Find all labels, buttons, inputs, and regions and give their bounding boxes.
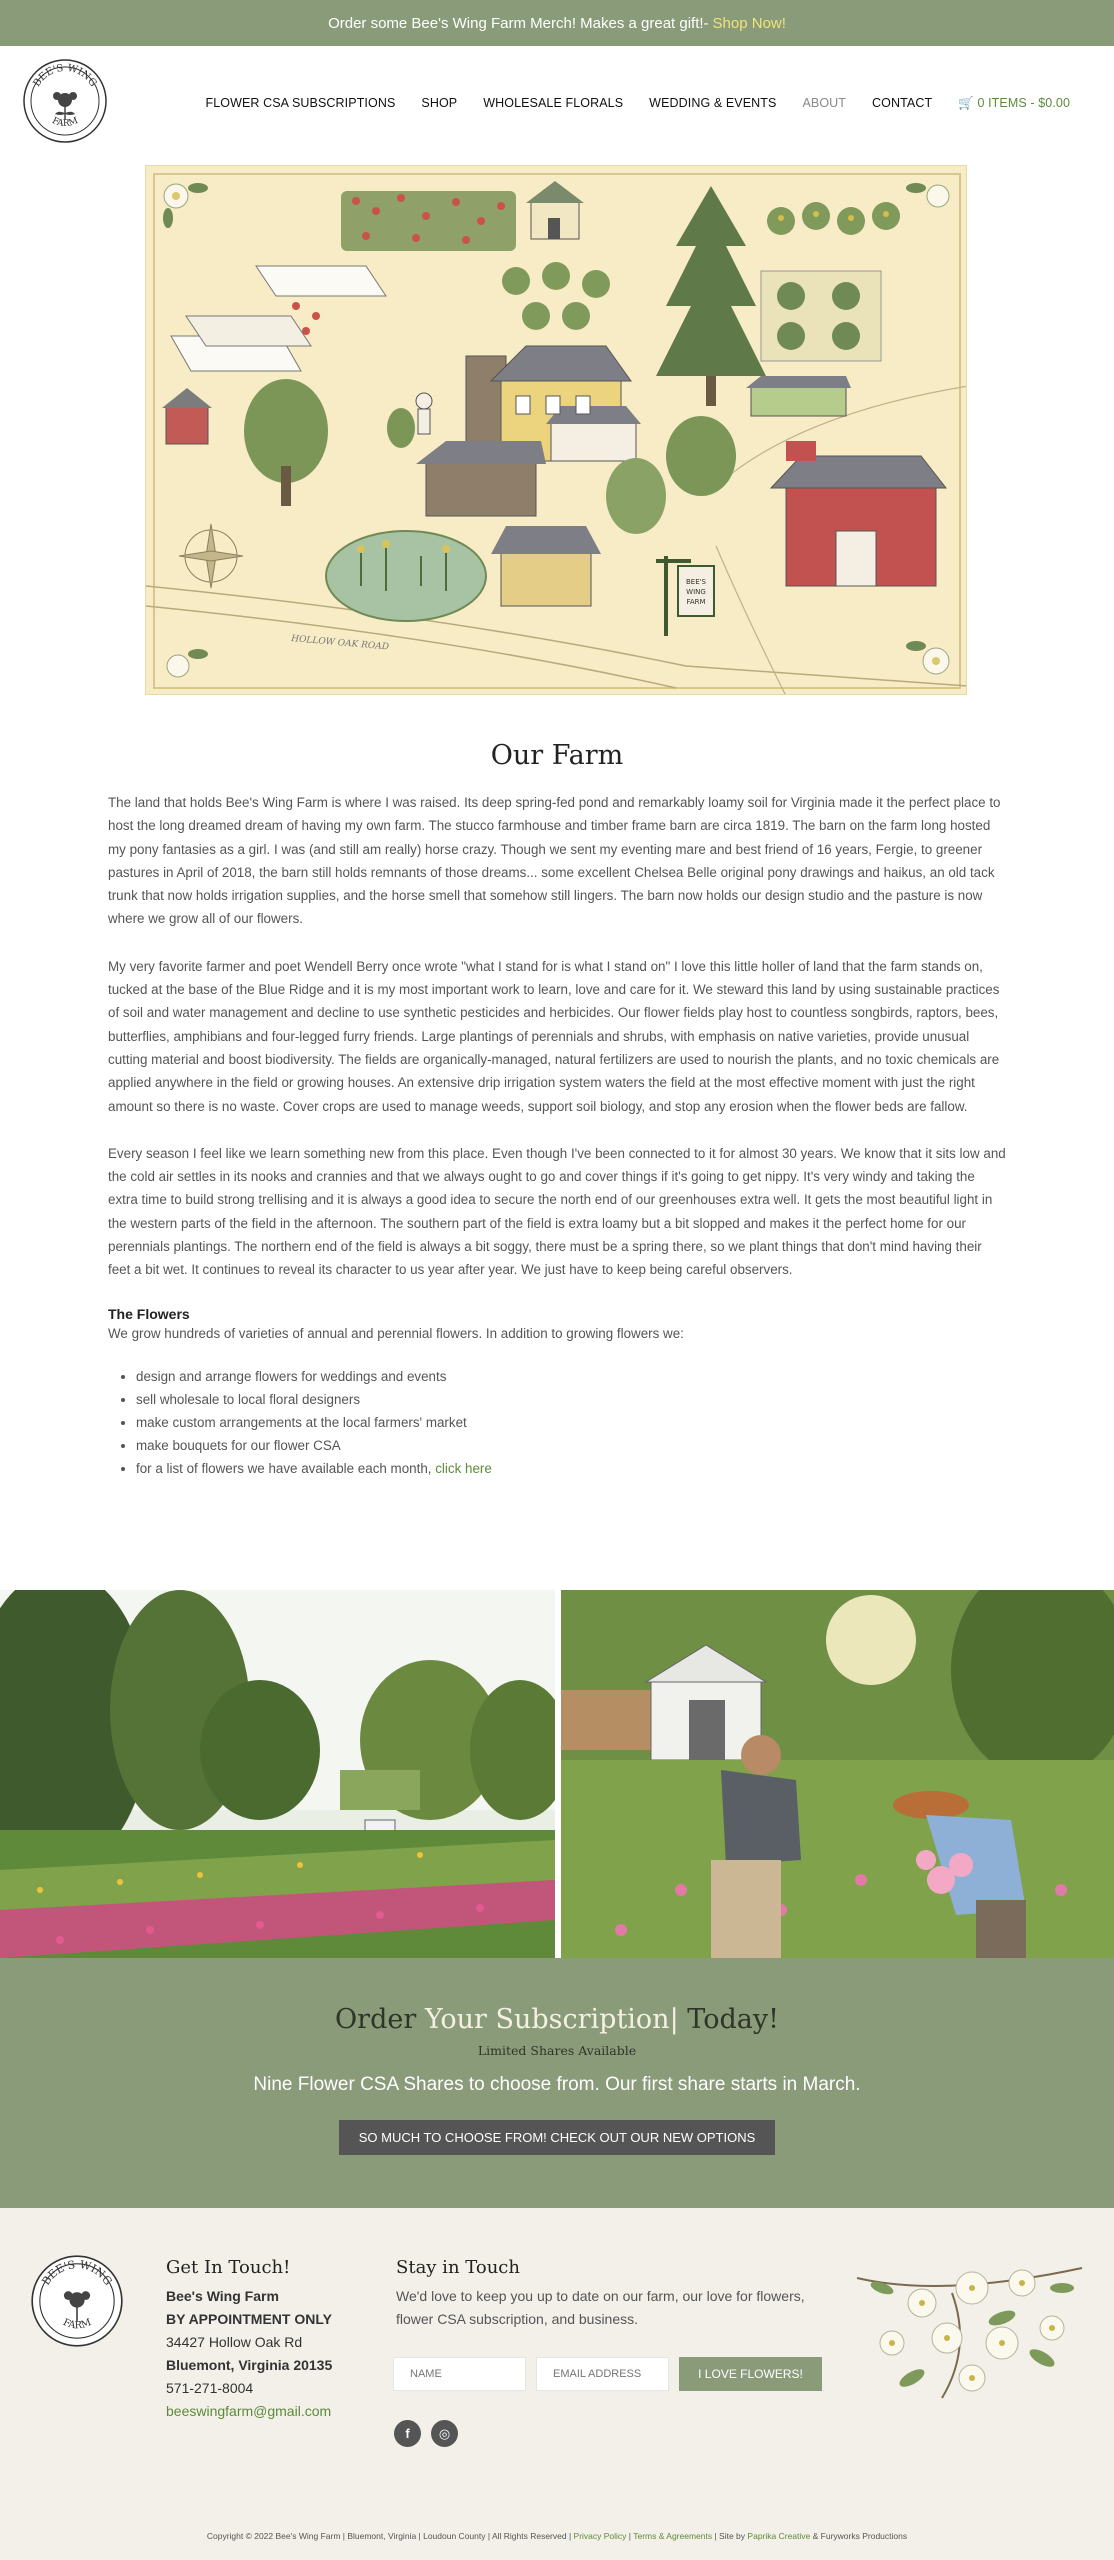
farm-sign xyxy=(656,556,714,636)
email-input[interactable] xyxy=(536,2357,669,2391)
paragraph-1: The land that holds Bee's Wing Farm is where I was raised. Its deep spring-fed pond and remarkably loamy soil for Virginia made it the perfect place to host the long dreamed dream of having my own farm. The stucco farmhouse and timber frame barn are circa 1819. The barn on the farm long hosted my pony fantasies as a girl. I was (and still am really) horse crazy. Though we sent my eventing mare and best friend of 16 years, Fergie, to greener pastures in April of 2018, the barn still holds remnants of those dreams... some excellent Chelsea Belle original pony drawings and haikus, an old tack trunk that now holds irrigation supplies, and the horse smell that somehow still lingers. The barn now holds our design studio and the pasture is now where we grow all of our flowers. xyxy=(108,795,1001,927)
page-title: Our Farm xyxy=(490,740,624,771)
social-links xyxy=(394,2420,458,2447)
site-footer xyxy=(0,2208,1114,2560)
nav-shop[interactable]: SHOP xyxy=(421,96,458,110)
farm-name: Bee's Wing Farm xyxy=(166,2288,279,2304)
services-list xyxy=(136,1365,1006,1480)
cta-limited: Limited Shares Available xyxy=(477,2043,637,2058)
paprika-link[interactable]: Paprika Creative xyxy=(747,2531,811,2541)
facebook-icon[interactable]: f xyxy=(394,2420,421,2447)
address-line-1: 34427 Hollow Oak Rd xyxy=(166,2334,303,2350)
road-label: HOLLOW OAK ROAD xyxy=(290,634,390,653)
farm-logo[interactable] xyxy=(22,58,108,144)
cta-title-cursor: | xyxy=(669,2004,679,2035)
contact-heading: Get In Touch! xyxy=(166,2257,291,2278)
site-header xyxy=(0,46,1114,162)
cta-subtitle: Nine Flower CSA Shares to choose from. Our first share starts in March. xyxy=(253,2074,861,2095)
name-input[interactable] xyxy=(393,2357,526,2391)
farmers-harvesting-photo xyxy=(561,1590,1114,1958)
paragraph-2: My very favorite farmer and poet Wendell Berry once wrote "what I stand for is what I stand on" I love this little holler of land that the farm stands on, tucked at the base of the Blue Ridge and it is my most important work to learn, love and care for it. We steward this land by using sustainable practices of soil and water management and decline to use synthetic pesticides and herbicides. Our flower fields play host to countless songbirds, raptors, bees, butterflies, amphibians and four-legged furry friends. Large plantings of perennials and shrubs, with emphasis on native varieties, provide unusual cutting material and boost biodiversity. The fields are organically-managed, natural fertilizers are used to nourish the plants, and no toxic chemicals are applied anywhere in the field or growing houses. An extensive drip irrigation system waters the field at the most effective moment with just the right amount so there is no waste. Cover crops are used to manage weeds, support soil biology, and stop any erosion when the flower beds are fallow. xyxy=(108,958,1000,1114)
instagram-icon[interactable]: ◎ xyxy=(431,2420,458,2447)
flower-list-link[interactable]: click here xyxy=(435,1460,492,1476)
shop-now-link[interactable]: Shop Now! xyxy=(712,14,786,32)
email-link[interactable]: beeswingfarm@gmail.com xyxy=(166,2403,332,2419)
list-item: • sell wholesale to local floral designers xyxy=(136,1388,1006,1411)
contact-block xyxy=(166,2256,386,2423)
list-item-text: for a list of flowers we have available each month, xyxy=(136,1460,432,1476)
cta-title xyxy=(0,2004,1114,2035)
footer-logo-text-bottom: FARM xyxy=(61,2317,93,2332)
newsletter-block xyxy=(396,2256,836,2331)
terms-link[interactable]: Terms & Agreements xyxy=(633,2531,713,2541)
footer-logo-text-top: BEE'S WING xyxy=(39,2258,115,2288)
cart-link[interactable] xyxy=(958,96,1070,111)
furyworks-text: & Furyworks Productions xyxy=(812,2531,908,2541)
cta-title-today: Today! xyxy=(687,2004,779,2035)
flowers-heading: The Flowers xyxy=(108,1305,190,1322)
logo-text-top: BEE'S WING xyxy=(31,62,99,89)
footer-logo[interactable] xyxy=(30,2254,124,2348)
flowers-intro: We grow hundreds of varieties of annual and perennial flowers. In addition to growing flowers we: xyxy=(108,1325,684,1341)
flower-field-photo xyxy=(0,1590,555,1958)
promo-text: Order some Bee's Wing Farm Merch! Makes a great gift!- xyxy=(328,14,709,32)
list-item xyxy=(136,1457,1006,1480)
copyright-text: Copyright © 2022 Bee's Wing Farm | Bluemont, Virginia | Loudoun County | All Rights Reserved | xyxy=(206,2531,572,2541)
photo-row xyxy=(0,1590,1114,1958)
sign-line-2: WING xyxy=(686,588,706,596)
cta-title-order: Order xyxy=(335,2004,417,2035)
main-nav xyxy=(179,96,1070,111)
cart-summary: 0 ITEMS - $0.00 xyxy=(977,96,1070,110)
cta-title-highlight: Your Subscription xyxy=(424,2004,670,2035)
newsletter-form xyxy=(393,2357,822,2391)
copyright-bar: Copyright © 2022 Bee's Wing Farm | Bluemont, Virginia | Loudoun County | All Rights Reserved | Privacy Policy | Terms & Agreements | Site by Paprika Creative & Furyworks Productions xyxy=(206,2531,908,2541)
paragraph-3: Every season I feel like we learn something new from this place. Even though I've been connected to it for almost 30 years. We know that it sits low and the cold air settles in its nooks and crannies and that we always ought to go and cover things if it's going to get nippy. It's very windy and taking the extra time to build strong trellising and it is always a good idea to secure the north end of our greenhouses extra well. It gets the most beautiful light in the western parts of the field in the afternoon. The southern part of the field is extra loamy but a bit slopped and makes it the perfect home for our perennials plantings. The northern end of the field is always a bit soggy, there must be a spring there, so we plant things that don't mind having their feet a bit wet. It continues to reveal its character to us year after year. We just have to keep being careful observers. xyxy=(108,1145,1006,1278)
list-item: • make bouquets for our flower CSA xyxy=(136,1434,1006,1457)
corner-blossom-tl xyxy=(163,183,208,228)
nav-wedding-events[interactable]: WEDDING & EVENTS xyxy=(649,96,777,110)
nav-wholesale[interactable]: WHOLESALE FLORALS xyxy=(483,96,624,110)
list-item: • design and arrange flowers for weddings and events xyxy=(136,1365,1006,1388)
compass-rose xyxy=(179,524,243,588)
subscribe-button[interactable]: I LOVE FLOWERS! xyxy=(679,2357,822,2391)
logo-text-bottom: FARM xyxy=(50,115,80,130)
promo-banner xyxy=(0,0,1114,46)
address-line-2: Bluemont, Virginia 20135 xyxy=(166,2357,333,2373)
newsletter-text: We'd love to keep you up to date on our farm, our love for flowers, flower CSA subscription, and business. xyxy=(396,2288,805,2327)
site-by-text: | Site by xyxy=(714,2531,746,2541)
farm-map-illustration xyxy=(145,165,967,695)
appointment-note: BY APPOINTMENT ONLY xyxy=(166,2311,332,2327)
about-content xyxy=(108,740,1006,1480)
newsletter-heading: Stay in Touch xyxy=(396,2257,520,2278)
cart-icon: 🛒 xyxy=(958,96,978,110)
check-options-button[interactable]: SO MUCH TO CHOOSE FROM! CHECK OUT OUR NEW OPTIONS xyxy=(339,2120,776,2155)
sign-line-1: BEE'S xyxy=(685,578,707,586)
list-item: • make custom arrangements at the local farmers' market xyxy=(136,1411,1006,1434)
subscription-cta xyxy=(0,1958,1114,2208)
nav-about[interactable]: ABOUT xyxy=(802,96,847,110)
nav-contact[interactable]: CONTACT xyxy=(872,96,933,110)
privacy-link[interactable]: Privacy Policy xyxy=(573,2531,627,2541)
nav-flower-csa[interactable]: FLOWER CSA SUBSCRIPTIONS xyxy=(205,96,396,110)
phone-number[interactable]: 571-271-8004 xyxy=(166,2380,254,2396)
dogwood-blossom-illustration xyxy=(852,2258,1084,2406)
sign-line-3: FARM xyxy=(686,598,706,606)
